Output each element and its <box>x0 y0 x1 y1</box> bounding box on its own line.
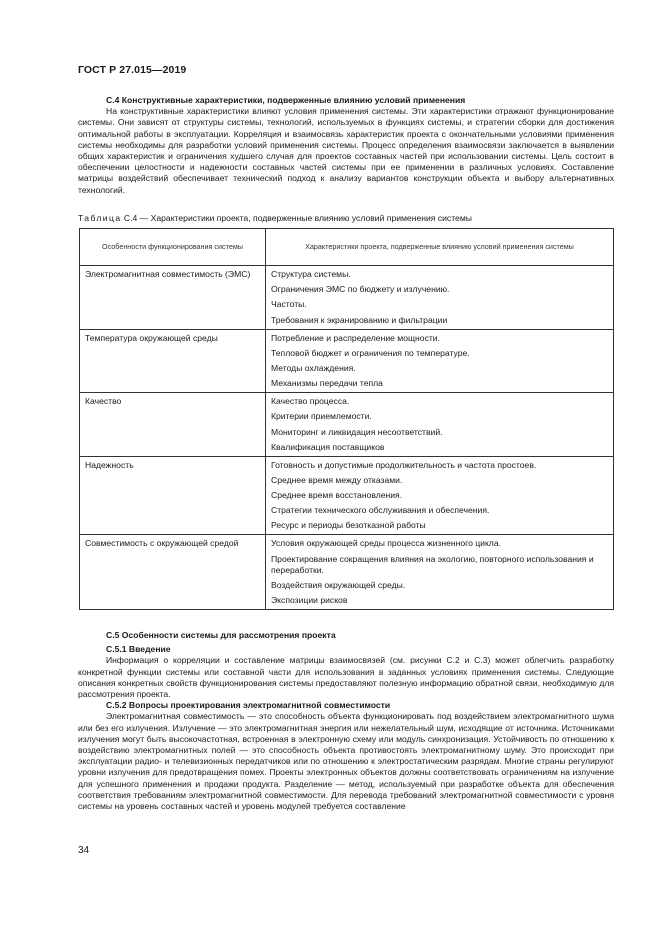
list-item: Воздействия окружающей среды. <box>271 579 406 590</box>
document-id-header: ГОСТ Р 27.015—2019 <box>78 64 187 76</box>
table-cell-feature: Температура окружающей среды <box>80 329 266 393</box>
list-item: Условия окружающей среды процесса жизненного цикла. <box>271 538 501 549</box>
list-item: Потребление и распределение мощности. <box>271 332 440 343</box>
list-item: Требования к экранированию и фильтрации <box>271 314 448 325</box>
table-cell-characteristics <box>266 329 614 393</box>
table-cell-characteristics <box>266 266 614 330</box>
table-header-col2: Характеристики проекта, подверженные влиянию условий применения системы <box>266 229 614 266</box>
list-item: Готовность и допустимые продолжительность и частота простоев. <box>271 459 537 470</box>
table-caption-text: С.4 — Характеристики проекта, подверженные влиянию условий применения системы <box>123 213 472 223</box>
list-item: Стратегии технического обслуживания и обеспечения. <box>271 505 490 516</box>
list-item: Качество процесса. <box>271 396 350 407</box>
list-item: Среднее время между отказами. <box>271 474 403 485</box>
list-item: Тепловой бюджет и ограничения по температуре. <box>271 347 470 358</box>
table-row <box>80 266 614 330</box>
list-item: Частоты. <box>271 299 307 310</box>
section-c51-paragraph: Информация о корреляции и составление матрицы взаимосвязей (см. рисунки С.2 и С.3) может облегчить разработку конкретной функции системы или составной части для использования в заданных условиях применения системы. Следующие описания конкретных свойств функционирования системы предоставляют полезную информацию обратной связи, необходимую для рассмотрения проекта. <box>78 655 614 700</box>
table-cell-characteristics <box>266 393 614 457</box>
table-row <box>80 329 614 393</box>
page-number: 34 <box>78 845 90 856</box>
section-c52-heading: С.5.2 Вопросы проектирования электромагнитной совместимости <box>106 700 391 711</box>
table-cell-feature: Совместимость с окружающей средой <box>80 535 266 610</box>
table-row <box>80 535 614 610</box>
table-row <box>80 393 614 457</box>
characteristics-table <box>79 228 614 610</box>
list-item: Среднее время восстановления. <box>271 490 403 501</box>
list-item: Квалификация поставщиков <box>271 441 385 452</box>
table-cell-feature: Качество <box>80 393 266 457</box>
table-caption-prefix: Таблица <box>78 213 122 223</box>
section-c51-heading: С.5.1 Введение <box>106 644 171 655</box>
table-header-col1: Особенности функционирования системы <box>80 229 266 266</box>
list-item: Структура системы. <box>271 269 351 279</box>
section-c5 <box>78 630 614 812</box>
list-item: Мониторинг и ликвидация несоответствий. <box>271 426 443 437</box>
section-c4-paragraph: На конструктивные характеристики влияют условия применения системы. Эти характеристики отражают функционирование системы. Они зависят от структуры системы, технологий, используемых в функциях системы, и стратегии сборки для достижения оптимальной работы в эксплуатации. Корреляция и взаимосвязь характеристик проекта с окончательными условиями применения системы необходимы для разработки условий применения системы. Процесс определения взаимосвязи заключается в выявлении общих характеристик и ограничения худшего случая для проектов составных частей при использовании системы. Цель состоит в обеспечении целостности и надежности составных частей системы при ее применении в различных условиях. Составление матрицы воздействий обеспечивает технический подход к анализу вариантов конструкции объекта и выбору альтернативных технологий. <box>78 106 614 195</box>
table-cell-feature: Электромагнитная совместимость (ЭМС) <box>80 266 266 330</box>
list-item: Механизмы передачи тепла <box>271 378 383 389</box>
table-cell-characteristics <box>266 456 614 535</box>
table-cell-feature: Надежность <box>80 456 266 535</box>
list-item: Методы охлаждения. <box>271 362 356 373</box>
section-c4-heading: С.4 Конструктивные характеристики, подверженные влиянию условий применения <box>106 95 466 105</box>
list-item: Ограничения ЭМС по бюджету и излучению. <box>271 284 450 295</box>
table-header-row <box>80 229 614 266</box>
list-item: Экспозиции рисков <box>271 595 348 605</box>
table-cell-characteristics <box>266 535 614 610</box>
list-item: Ресурс и периоды безотказной работы <box>271 520 426 531</box>
section-c52-paragraph: Электромагнитная совместимость — это способность объекта функционировать под воздействием электромагнитного шума или без его излучения. Излучение — это электромагнитная энергия или нежелательный шум, исходящие от источника. Источниками излучения могут быть высокочастотная, встроенная в электронную схему или модуль синхронизация. Устойчивость по отношению к воздействию электромагнитных полей — это способность объекта противостоять электромагнитному шуму. Это происходит при эксплуатации радио- и телевизионных передатчиков или по отношению к электростатическим разрядам. Многие страны регулируют уровни излучения для предотвращения помех. Проекты электронных объектов должны соответствовать ограничениям на излучение для успешного применения и продажи продукта. Разделение — метод, используемый при разработке объекта для обеспечения соответствия требованиям электромагнитной совместимости. Для перевода требований электромагнитной совместимости с уровня системы на уровень составных частей и уровень модулей требуется составление <box>78 711 614 812</box>
table-caption <box>78 213 618 223</box>
list-item: Проектирование сокращения влияния на экологию, повторного использования и переработки. <box>271 553 594 575</box>
table-row <box>80 456 614 535</box>
section-c4 <box>78 95 614 196</box>
section-c5-heading: С.5 Особенности системы для рассмотрения проекта <box>106 630 336 640</box>
list-item: Критерии приемлемости. <box>271 411 372 422</box>
